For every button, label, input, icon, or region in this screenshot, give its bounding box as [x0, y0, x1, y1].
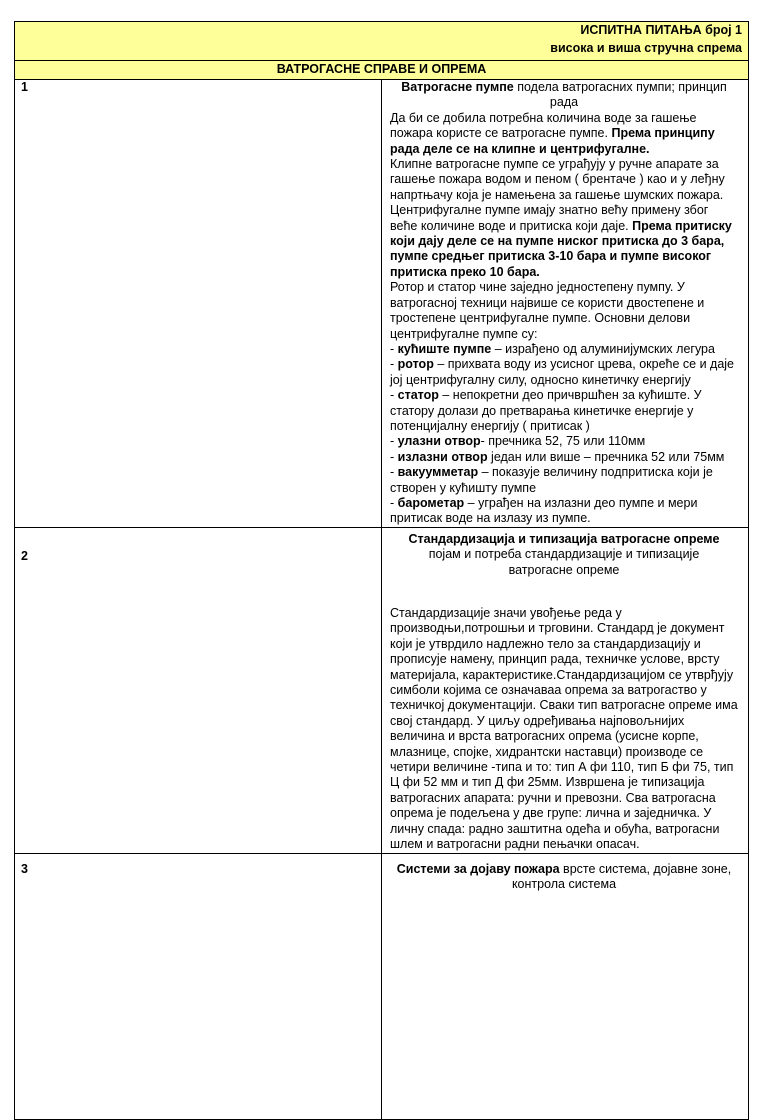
section-title: ВАТРОГАСНЕ СПРАВЕ И ОПРЕМА [15, 61, 749, 80]
part-desc: – прихвата воду из усисног црева, окреће се и даје јој центрифугалну силу, односно кинетичку енергију [390, 357, 735, 387]
exam-table [14, 21, 749, 1120]
part-desc: - пречника 52, 75 или 110мм [480, 434, 646, 449]
header-title-row [15, 22, 749, 42]
paragraph: Клипне ватрогасне пумпе се уграђују у ручне апарате за гашење пожара водом и пеном ( брентаче ) као и у леђну напртњачу која је намењена за гашење шумских пожара. [390, 157, 725, 202]
part-desc: – показује величину подпритиска који је створен у кућишту пумпе [390, 465, 713, 495]
header-subtitle: висока и виша стручна спрема [15, 41, 749, 61]
paragraph: Стандардизације значи увођење реда у производњи,потрошњи и трговини. Стандард је документ који је утврдило надлежно тело за стандардизацију и прописује намену, принцип рада, техничке услове, врсту материјала, карактеристике.Стандардизацијом се утврђују симболи којима се означаваа опрема за ватрогаство у техничкој документацији. Сваки тип ватрогасне опреме има свој стандард. У циљу одређивања најповољнијих величина и врста ватрогасних опрема (усисне корпе, млазнице, спојке, хидрантски наставци) производе се четири величине -типа и то: тип А фи 110, тип Б фи 75, тип Ц фи 52 мм и тип Д фи 25мм. Извршена је типизација ватрогасних апарата: ручни и превозни. Сва ватрогасна опрема је подељена у две групе: лична и заједничка. У личну спада: радно заштитна одећа и обућа, ватрогасни шлем и ватрогасни радни пењачки опасач. [390, 606, 738, 852]
question-title-bold: Стандардизација и типизација ватрогасне опреме [408, 531, 720, 546]
question-title [390, 532, 738, 578]
question-number: 2 [15, 527, 382, 853]
question-title [390, 80, 738, 111]
part-name: излазни отвор [397, 449, 488, 464]
question-title-rest: подела ватрогасних пумпи; принцип рада [513, 80, 727, 110]
paragraph: Ротор и статор чине заједно једностепену пумпу. У ватрогасној техници највише се користи двостепене и тростепене центрифугалне пумпе. Основни делови центрифугалне пумпе су: [390, 280, 705, 341]
part-name: барометар [397, 495, 465, 510]
question-title [390, 862, 738, 893]
part-desc: један или више – пречника 52 или 75мм [487, 449, 725, 464]
part-name: улазни отвор [397, 434, 481, 449]
paragraph-text: Центрифугалне пумпе имају знатно већу примену због веће количине воде и притиска који даје. [390, 203, 709, 233]
paragraph-text: Да би се добила потребна количина воде за гашење пожара користе се ватрогасне пумпе. [390, 110, 697, 141]
list-item: - статор – непокретни део причвршћен за кућиште. У статору долази до претварања кинетичке енергије у потенцијалну енергију ( притисак ) [390, 388, 702, 433]
question-body [382, 527, 749, 853]
header-subtitle-row [15, 41, 749, 61]
paragraph [390, 111, 738, 157]
question-row-3 [15, 853, 749, 1119]
list-item: - барометар – уграђен на излазни део пумпе и мери притисак воде на излазу из пумпе. [390, 495, 698, 526]
part-name: статор [397, 388, 439, 403]
question-title-bold: Системи за дојаву пожара [396, 861, 560, 876]
part-name: вакуумметар [397, 465, 479, 480]
part-name: кућиште пумпе [397, 341, 492, 356]
section-row [15, 61, 749, 80]
question-body [382, 853, 749, 1119]
part-desc: – израђено од алуминијумских легура [491, 341, 715, 356]
question-row-2 [15, 527, 749, 853]
question-title-rest: појам и потреба стандардизације и типизације ватрогасне опреме [428, 547, 700, 577]
question-body [382, 80, 749, 528]
list-item: - ротор – прихвата воду из усисног црева, окреће се и даје јој центрифугалну силу, односно кинетичку енергију [390, 357, 735, 387]
paragraph-bold: Према притиску који дају деле се на пумпе ниског притиска до 3 бара, пумпе средњег притиска 3-10 бара и пумпе високог притиска преко 10 бара. [390, 218, 732, 279]
list-item: - улазни отвор- пречника 52, 75 или 110мм [390, 434, 646, 449]
header-title: ИСПИТНА ПИТАЊА број 1 [15, 22, 749, 42]
parts-list [390, 342, 738, 527]
part-desc: – уграђен на излазни део пумпе и мери притисак воде на излазу из пумпе. [390, 495, 698, 526]
paragraph-bold: Према принципу рада деле се на клипне и центрифугалне. [390, 126, 715, 156]
part-desc: – непокретни део причвршћен за кућиште. У статору долази до претварања кинетичке енергије у потенцијалну енергију ( притисак ) [390, 388, 702, 433]
question-number: 3 [15, 853, 382, 1119]
question-title-rest: врсте система, дојавне зоне, контрола система [511, 861, 732, 891]
part-name: ротор [397, 357, 434, 372]
list-item: - вакуумметар – показује величину подпритиска који је створен у кућишту пумпе [390, 465, 713, 495]
question-row-1 [15, 80, 749, 528]
question-title-bold: Ватрогасне пумпе [401, 80, 514, 94]
question-number: 1 [15, 80, 382, 528]
list-item: - кућиште пумпе – израђено од алуминијумских легура [390, 341, 715, 356]
list-item: - излазни отвор један или више – пречника 52 или 75мм [390, 449, 725, 464]
paragraph [390, 203, 738, 280]
